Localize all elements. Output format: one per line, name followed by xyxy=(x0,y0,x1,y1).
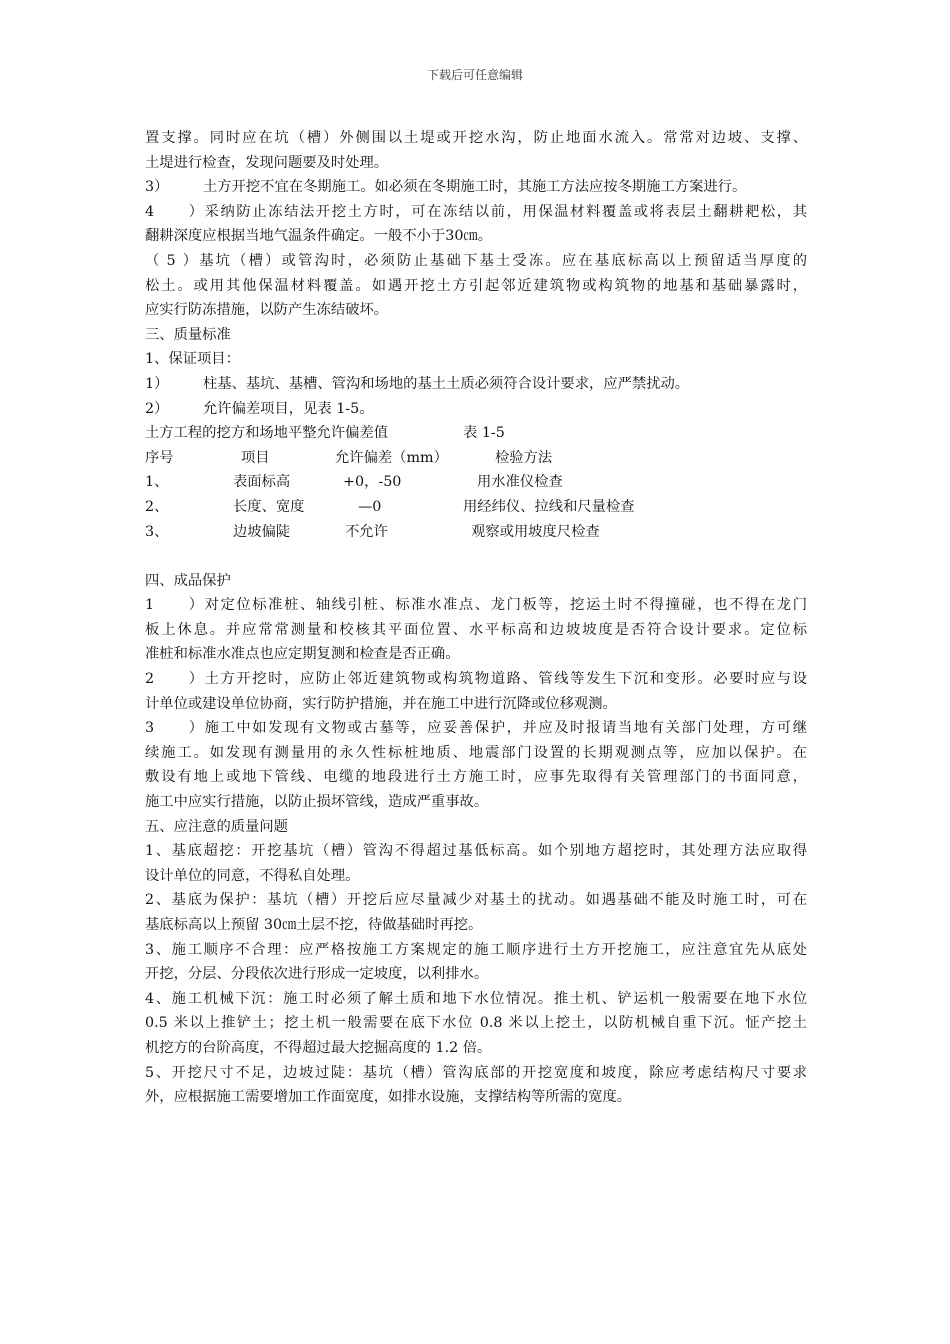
table-cell: 用经纬仪、拉线和尺量检查 xyxy=(463,498,635,515)
table-number: 表 1-5 xyxy=(463,425,505,442)
page-header: 下载后可任意编辑 xyxy=(426,68,523,82)
table-cell: 1、 xyxy=(145,474,169,491)
table-cell: 用水准仪检查 xyxy=(477,474,563,491)
list-item xyxy=(145,667,807,692)
table-cell: 不允许 xyxy=(345,523,388,540)
text-line: 设计单位的同意，不得私自处理。 xyxy=(145,867,360,884)
item-text: 柱基、基坑、基槽、管沟和场地的基土土质必须符合设计要求，应严禁扰动。 xyxy=(203,375,690,392)
table-cell: 表面标高 xyxy=(233,474,291,491)
table-row xyxy=(145,520,807,545)
item-text: 采纳防止冻结法开挖土方时，可在冻结以前，用保温材料覆盖或将表层土翻耕耙松，其 xyxy=(203,203,807,220)
item-text: 基坑（槽）或管沟时，必须防止基础下基土受冻。应在基底标高以上预留适当厚度的 xyxy=(197,252,807,269)
item-text: 土方开挖时，应防止邻近建筑物或构筑物道路、管线等发生下沉和变形。必要时应与设 xyxy=(203,671,807,688)
column-header: 项目 xyxy=(241,449,270,466)
subsection-heading: 1、保证项目： xyxy=(145,351,240,368)
spacer xyxy=(145,544,807,569)
item-number: 3） xyxy=(145,179,169,196)
column-header: 允许偏差（mm） xyxy=(335,449,448,466)
item-number: 2） xyxy=(145,671,203,688)
list-item xyxy=(145,593,807,618)
text-line: 5、开挖尺寸不足，边坡过陡：基坑（槽）管沟底部的开挖宽度和坡度，除应考虑结构尺寸要求 xyxy=(145,1064,807,1081)
table-row xyxy=(145,495,807,520)
item-text: 允许偏差项目，见表 1-5。 xyxy=(203,400,374,417)
item-number: 3） xyxy=(145,720,203,737)
list-item xyxy=(145,200,807,225)
table-header-row xyxy=(145,446,807,471)
item-number: 2） xyxy=(145,400,169,417)
table-caption xyxy=(145,421,807,446)
text-line: 应实行防冻措施，以防产生冻结破坏。 xyxy=(145,302,389,319)
column-header: 序号 xyxy=(145,449,174,466)
table-cell: +0，-50 xyxy=(343,474,402,491)
list-item xyxy=(145,397,807,422)
table-cell: 3、 xyxy=(145,523,169,540)
item-number: 1） xyxy=(145,375,169,392)
text-line: 计单位或建设单位协商，实行防护措施，并在施工中进行沉降或位移观测。 xyxy=(145,695,617,712)
text-line: 土堤进行检查，发现问题要及时处理。 xyxy=(145,154,389,171)
text-line: 准桩和标准水准点也应定期复测和检查是否正确。 xyxy=(145,646,460,663)
table-cell: —0 xyxy=(358,498,382,515)
table-row xyxy=(145,470,807,495)
text-line: 1、基底超挖：开挖基坑（槽）管沟不得超过基低标高。如个别地方超挖时，其处理方法应取得 xyxy=(145,843,807,860)
text-line: 机挖方的台阶高度，不得超过最大挖掘高度的 1.2 倍。 xyxy=(145,1039,492,1056)
list-item xyxy=(145,249,807,274)
text-line: 开挖，分层、分段依次进行形成一定坡度，以利排水。 xyxy=(145,966,489,983)
table-title: 土方工程的挖方和场地平整允许偏差值 xyxy=(145,425,389,442)
item-number: 4） xyxy=(145,203,203,220)
item-number: 1） xyxy=(145,597,203,614)
text-line: 续施工。如发现有测量用的永久性标桩地质、地震部门设置的长期观测点等，应加以保护。在 xyxy=(145,744,807,761)
text-line: 外，应根据施工需要增加工作面宽度，如排水设施，支撑结构等所需的宽度。 xyxy=(145,1089,632,1106)
text-line: 松土。或用其他保温材料覆盖。如遇开挖土方引起邻近建筑物或构筑物的地基和基础暴露时， xyxy=(145,277,807,294)
section-heading: 四、成品保护 xyxy=(145,572,231,589)
text-line: 2、基底为保护：基坑（槽）开挖后应尽量减少对基土的扰动。如遇基础不能及时施工时，可在 xyxy=(145,892,807,909)
text-line: 板上休息。并应常常测量和校核其平面位置、水平标高和边坡坡度是否符合设计要求。定位标 xyxy=(145,621,807,638)
table-cell: 边坡偏陡 xyxy=(233,523,291,540)
section-heading: 五、应注意的质量问题 xyxy=(145,818,288,835)
list-item xyxy=(145,372,807,397)
text-line: 3、施工顺序不合理：应严格按施工方案规定的施工顺序进行土方开挖施工，应注意宜先从底处 xyxy=(145,941,807,958)
item-number: （5） xyxy=(145,252,197,269)
list-item xyxy=(145,716,807,741)
table-cell: 2、 xyxy=(145,498,169,515)
text-line: 0.5 米以上推铲土；挖土机一般需要在底下水位 0.8 米以上挖土，以防机械自重下沉。怔产挖土 xyxy=(145,1015,807,1032)
list-item xyxy=(145,175,807,200)
document-body xyxy=(145,126,807,1110)
text-line: 施工中应实行措施，以防止损坏管线，造成严重事故。 xyxy=(145,794,489,811)
text-line: 4、施工机械下沉：施工时必须了解土质和地下水位情况。推土机、铲运机一般需要在地下水位 xyxy=(145,990,807,1007)
table-cell: 观察或用坡度尺检查 xyxy=(471,523,600,540)
section-heading: 三、质量标准 xyxy=(145,326,231,343)
text-line: 基底标高以上预留 30㎝土层不挖，待做基础时再挖。 xyxy=(145,917,483,933)
text-line: 翻耕深度应根据当地气温条件确定。一般不小于30㎝。 xyxy=(145,228,493,245)
column-header: 检验方法 xyxy=(495,449,553,466)
item-text: 施工中如发现有文物或古墓等，应妥善保护，并应及时报请当地有关部门处理，方可继 xyxy=(203,720,807,737)
item-text: 对定位标准桩、轴线引桩、标准水准点、龙门板等，挖运土时不得撞碰，也不得在龙门 xyxy=(203,597,807,614)
table-cell: 长度、宽度 xyxy=(233,498,305,515)
item-text: 土方开挖不宜在冬期施工。如必须在冬期施工时，其施工方法应按冬期施工方案进行。 xyxy=(203,179,747,196)
text-line: 敷设有地上或地下管线、电缆的地段进行土方施工时，应事先取得有关管理部门的书面同意， xyxy=(145,769,807,786)
text-line: 置支撑。同时应在坑（槽）外侧围以土堤或开挖水沟，防止地面水流入。常常对边坡、支撑、 xyxy=(145,130,807,146)
